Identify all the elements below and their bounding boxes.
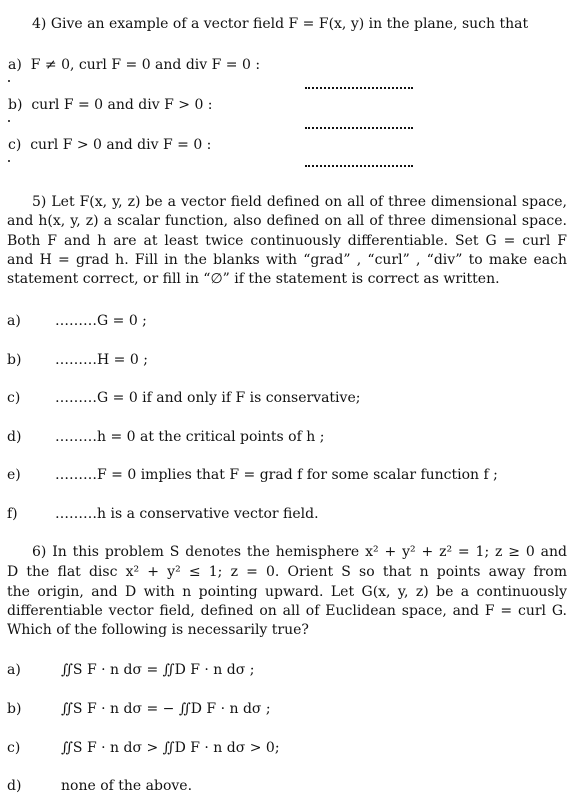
q5-part-d-label: d): [7, 429, 22, 445]
q6-part-c-label: c): [7, 740, 21, 756]
q5-part-a-label: a): [7, 313, 21, 329]
q4-part-a-text: F ≠ 0, curl F = 0 and div F = 0 :: [30, 57, 261, 73]
answer-bullet: [8, 80, 10, 82]
question-6-line: D the flat disc x² + y² ≤ 1; z = 0. Orient S so that n points away from: [7, 564, 567, 580]
q6-part-c-text: ∬S F · n dσ > ∬D F · n dσ > 0;: [61, 740, 280, 756]
q6-part-d-label: d): [7, 778, 22, 794]
q4-part-b-text: curl F = 0 and div F > 0 :: [31, 97, 213, 113]
q4-c-answer-blank[interactable]: [305, 163, 413, 167]
question-5-line: Both F and h are at least twice continuously differentiable. Set G = curl F: [7, 233, 567, 249]
q6-part-a-label: a): [7, 662, 21, 678]
q6-part-d-text: none of the above.: [61, 778, 193, 794]
q4-part-b: [8, 96, 213, 114]
q4-b-answer-blank[interactable]: [305, 125, 413, 129]
question-5-line: and H = grad h. Fill in the blanks with “grad” , “curl” , “div” to make each: [7, 252, 567, 268]
q5-part-b-label: b): [7, 352, 22, 368]
question-6-line: Which of the following is necessarily true?: [7, 622, 309, 638]
q6-part-a-text: ∬S F · n dσ = ∬D F · n dσ ;: [61, 662, 255, 678]
question-6-line: the origin, and D with n pointing upward. Let G(x, y, z) be a continuously: [7, 584, 567, 600]
q5-part-c-text: ………G = 0 if and only if F is conservative;: [55, 390, 361, 406]
q4-part-a: [8, 56, 260, 74]
question-5-line: 5) Let F(x, y, z) be a vector field defined on all of three dimensional space,: [32, 194, 567, 210]
question-6-line: 6) In this problem S denotes the hemisphere x² + y² + z² = 1; z ≥ 0 and: [32, 544, 567, 560]
q4-part-c-label: c): [8, 137, 22, 153]
q4-part-c: [8, 136, 211, 154]
q5-part-f-text: ………h is a conservative vector field.: [55, 506, 319, 522]
answer-bullet: [8, 160, 10, 162]
question-6-line: differentiable vector field, defined on all of Euclidean space, and F = curl G.: [7, 603, 567, 619]
q6-part-b-text: ∬S F · n dσ = − ∬D F · n dσ ;: [61, 701, 271, 717]
q4-part-c-text: curl F > 0 and div F = 0 :: [30, 137, 212, 153]
q5-part-c-label: c): [7, 390, 21, 406]
q5-part-e-label: e): [7, 467, 21, 483]
question-4-intro: 4) Give an example of a vector field F = F(x, y) in the plane, such that: [32, 16, 529, 32]
question-5-line: and h(x, y, z) a scalar function, also defined on all of three dimensional space.: [7, 213, 567, 229]
answer-bullet: [8, 120, 10, 122]
q5-part-a-text: ………G = 0 ;: [55, 313, 147, 329]
question-5-line: statement correct, or fill in “∅” if the statement is correct as written.: [7, 271, 500, 287]
q5-part-f-label: f): [7, 506, 18, 522]
q6-part-b-label: b): [7, 701, 22, 717]
q5-part-b-text: ………H = 0 ;: [55, 352, 148, 368]
q5-part-e-text: ………F = 0 implies that F = grad f for some scalar function f ;: [55, 467, 498, 483]
q4-part-a-label: a): [8, 57, 22, 73]
q4-a-answer-blank[interactable]: [305, 85, 413, 89]
q4-part-b-label: b): [8, 97, 23, 113]
q5-part-d-text: ………h = 0 at the critical points of h ;: [55, 429, 325, 445]
